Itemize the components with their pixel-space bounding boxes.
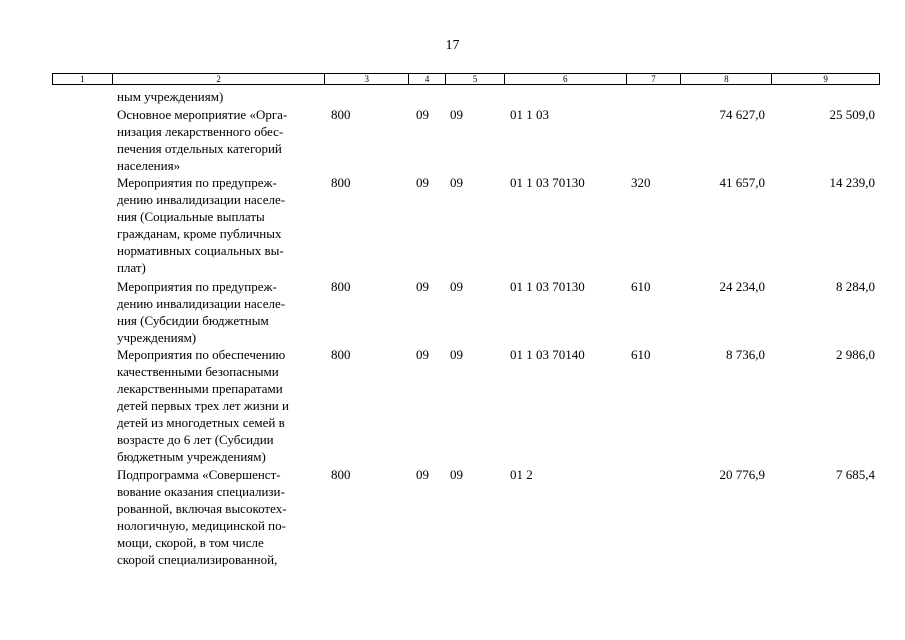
row-col-1 — [52, 278, 112, 346]
table-row — [52, 88, 880, 106]
header-col-5: 5 — [446, 74, 505, 84]
row-col-9 — [773, 88, 880, 106]
row-col-5: 09 — [450, 107, 463, 122]
row-col-9: 8 284,0 — [836, 279, 875, 294]
row-col-1 — [52, 106, 112, 174]
row-col-8: 74 627,0 — [719, 107, 765, 122]
row-col-4: 09 — [416, 467, 429, 482]
row-name: Мероприятия по предупреж- дению инвалидизации населе- ния (Социальные выплаты гражданам, кроме публичных нормативных социальных вы- плат) — [117, 175, 286, 275]
header-col-9: 9 — [823, 74, 828, 84]
row-col-7: 610 — [631, 279, 651, 294]
table-row — [52, 346, 880, 466]
table-row — [52, 466, 880, 576]
table-body — [52, 88, 880, 576]
row-col-4: 09 — [416, 279, 429, 294]
row-col-1 — [52, 88, 112, 106]
row-col-7 — [627, 106, 682, 174]
row-col-6: 01 1 03 70130 — [510, 175, 585, 190]
row-col-1 — [52, 174, 112, 278]
header-col-1: 1 — [53, 74, 113, 84]
row-col-3: 800 — [331, 347, 351, 362]
row-col-4 — [409, 88, 446, 106]
row-col-9: 2 986,0 — [836, 347, 875, 362]
row-col-6: 01 1 03 70130 — [510, 279, 585, 294]
row-col-8 — [682, 88, 773, 106]
row-col-4: 09 — [416, 175, 429, 190]
header-col-3: 3 — [325, 74, 409, 84]
row-col-5: 09 — [450, 279, 463, 294]
row-col-6 — [505, 88, 627, 106]
row-col-1 — [52, 346, 112, 466]
page-number: 17 — [445, 38, 460, 53]
row-col-5: 09 — [450, 175, 463, 190]
row-col-8: 20 776,9 — [719, 467, 765, 482]
row-name: Мероприятия по обеспечению качественными безопасными лекарственными препаратами детей первых трех лет жизни и детей из многодетных семей в возрасте до 6 лет (Субсидии бюджетным учреждениям) — [117, 347, 289, 464]
row-name: ным учреждениям) — [117, 89, 224, 104]
row-col-5: 09 — [450, 347, 463, 362]
row-col-5: 09 — [450, 467, 463, 482]
row-col-7 — [627, 88, 682, 106]
row-col-6: 01 1 03 — [510, 107, 549, 122]
row-col-8: 41 657,0 — [719, 175, 765, 190]
row-col-5 — [446, 88, 505, 106]
header-col-7: 7 — [627, 74, 682, 84]
row-col-4: 09 — [416, 347, 429, 362]
table-row — [52, 278, 880, 346]
row-col-4: 09 — [416, 107, 429, 122]
row-col-7 — [627, 466, 682, 576]
row-col-9: 14 239,0 — [829, 175, 875, 190]
row-col-8: 24 234,0 — [719, 279, 765, 294]
row-col-3: 800 — [331, 279, 351, 294]
row-name: Подпрограмма «Совершенст- вование оказания специализи- рованной, включая высокотех- нологичную, медицинской по- мощи, скорой, в том числе скорой специализированной, — [117, 467, 287, 567]
row-col-6: 01 1 03 70140 — [510, 347, 585, 362]
row-col-7: 320 — [631, 175, 651, 190]
row-col-1 — [52, 466, 112, 576]
header-col-8: 8 — [681, 74, 772, 84]
row-name: Основное мероприятие «Орга- низация лекарственного обес- печения отдельных категорий населения» — [117, 107, 288, 173]
row-col-6: 01 2 — [510, 467, 533, 482]
table-header — [52, 73, 880, 85]
row-col-3: 800 — [331, 175, 351, 190]
table-row — [52, 174, 880, 278]
row-col-3 — [325, 88, 409, 106]
row-col-3: 800 — [331, 107, 351, 122]
row-col-9: 25 509,0 — [829, 107, 875, 122]
header-col-2: 2 — [113, 74, 325, 84]
row-name: Мероприятия по предупреж- дению инвалидизации населе- ния (Субсидии бюджетным учреждениям) — [117, 279, 286, 345]
table-row — [52, 106, 880, 174]
header-col-6: 6 — [505, 74, 627, 84]
row-col-7: 610 — [631, 347, 651, 362]
header-col-4: 4 — [409, 74, 446, 84]
row-col-8: 8 736,0 — [726, 347, 765, 362]
row-col-9: 7 685,4 — [836, 467, 875, 482]
row-col-3: 800 — [331, 467, 351, 482]
